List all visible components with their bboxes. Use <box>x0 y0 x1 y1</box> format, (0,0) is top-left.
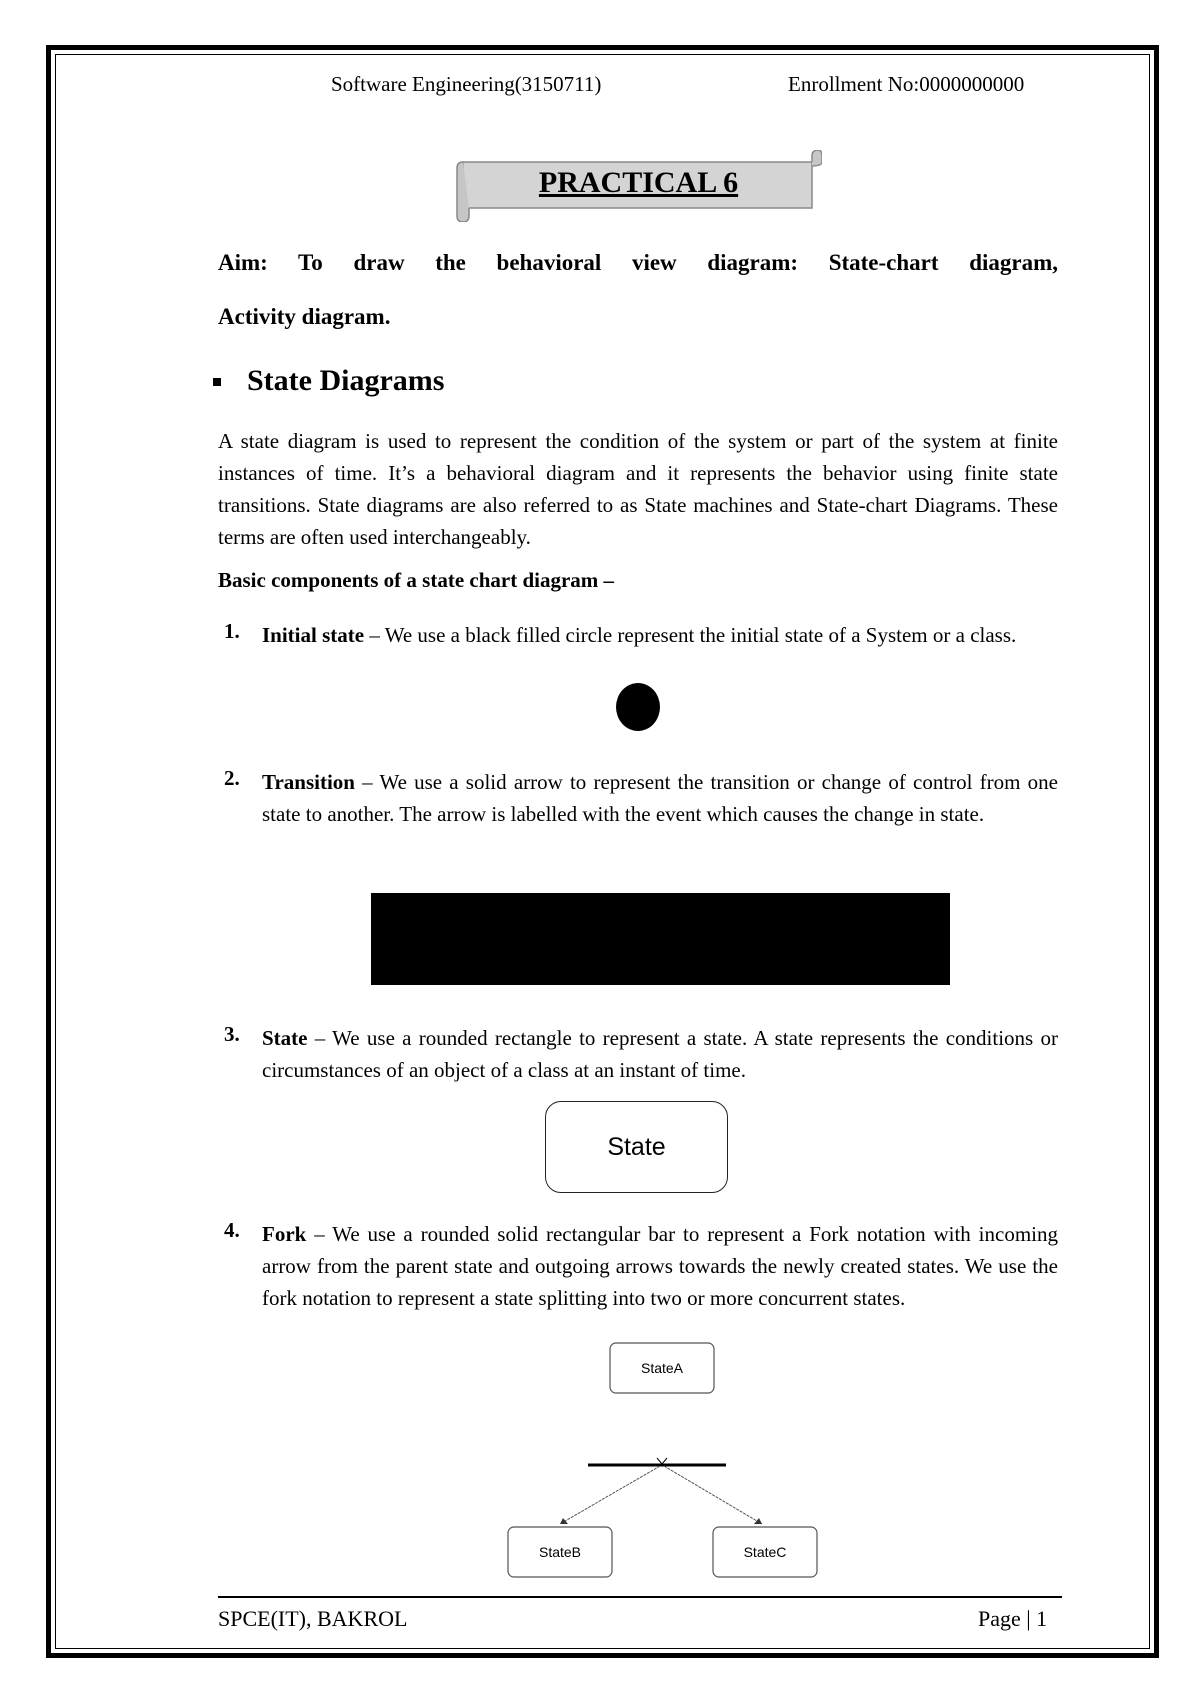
item-number-2: 2. <box>224 766 240 790</box>
header-enrollment: Enrollment No:0000000000 <box>788 72 1025 96</box>
section-title: State Diagrams <box>247 364 445 397</box>
fork-state-right-label: StateC <box>743 1544 787 1560</box>
item-state <box>262 1022 1058 1086</box>
item-initial-state <box>262 619 1058 651</box>
item-term: Fork <box>262 1222 307 1246</box>
state-symbol: State <box>545 1101 728 1193</box>
footer-divider <box>218 1596 1062 1598</box>
fork-state-left-label: StateB <box>538 1544 582 1560</box>
fork-incoming-arrow <box>657 1458 667 1464</box>
item-term: Initial state <box>262 623 365 647</box>
intro-paragraph: A state diagram is used to represent the condition of the system or part of the system at finite instances of time. It’s a behavioral diagram and it represents the behavior using finite state transitions. State diagrams are also referred to as State machines and State-chart Diagrams. These terms are often used interchangeably. <box>218 429 1058 549</box>
item-number-4: 4. <box>224 1218 240 1242</box>
item-text: – We use a rounded solid rectangular bar to represent a Fork notation with incoming arrow from the parent state and outgoing arrows towards the newly created states. We use the fork notation to represent a state splitting into two or more concurrent states. <box>262 1222 1058 1310</box>
item-text: – We use a solid arrow to represent the transition or change of control from one state to another. The arrow is labelled with the event which causes the change in state. <box>262 770 1058 826</box>
section-bullet <box>213 378 221 386</box>
item-text: – We use a rounded rectangle to represent a state. A state represents the conditions or circumstances of an object of a class at an instant of time. <box>262 1026 1058 1082</box>
item-number-3: 3. <box>224 1022 240 1046</box>
fork-arrowhead-left <box>560 1518 568 1524</box>
fork-arrowhead-right <box>754 1518 762 1524</box>
item-term: State <box>262 1026 308 1050</box>
fork-state-parent-label: StateA <box>640 1360 684 1376</box>
item-transition <box>262 766 1058 830</box>
footer-institution: SPCE(IT), BAKROL <box>218 1606 408 1631</box>
transition-image <box>371 893 950 985</box>
aim-line-2: Activity diagram. <box>218 304 391 329</box>
fork-arrow-right <box>664 1466 762 1524</box>
aim-line-1: Aim: To draw the behavioral view diagram: State-chart diagram, <box>218 250 1058 275</box>
item-fork <box>262 1218 1058 1314</box>
item-term: Transition <box>262 770 355 794</box>
footer-page-number: Page | 1 <box>978 1606 1048 1631</box>
initial-state-symbol <box>616 683 660 731</box>
item-text: – We use a black filled circle represent the initial state of a System or a class. <box>364 623 1017 647</box>
practical-title: PRACTICAL 6 <box>538 166 739 199</box>
fork-diagram <box>500 1340 830 1580</box>
components-heading: Basic components of a state chart diagram – <box>218 568 615 592</box>
header-course: Software Engineering(3150711) <box>331 72 602 96</box>
fork-arrow-left <box>560 1466 660 1524</box>
item-number-1: 1. <box>224 619 240 643</box>
